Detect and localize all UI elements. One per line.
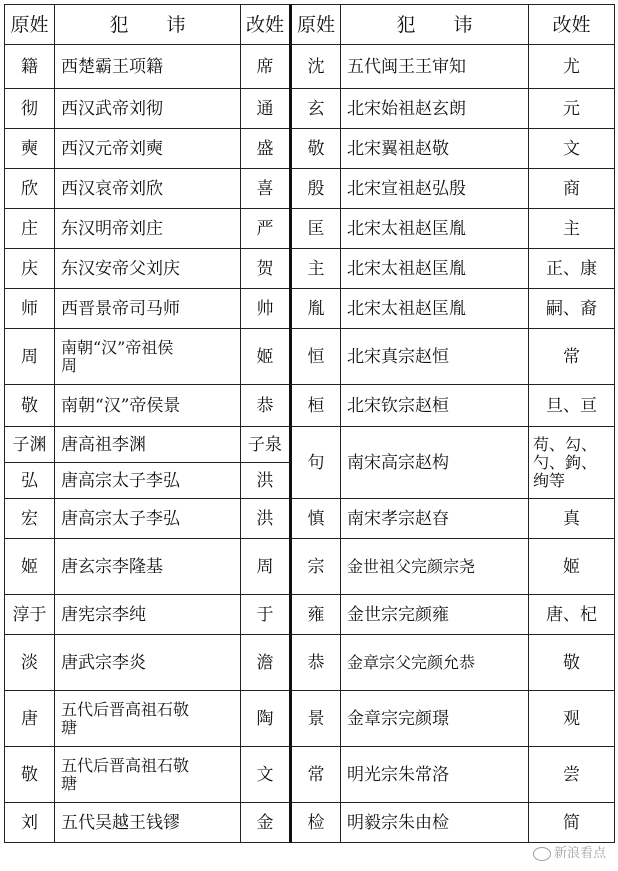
table-row xyxy=(5,289,615,329)
changed-surname-cell: 元 xyxy=(529,89,615,129)
taboo-name-cell: 北宋宣祖赵弘殷 xyxy=(341,169,529,209)
taboo-name-cell: 北宋钦宗赵桓 xyxy=(341,385,529,427)
table-row xyxy=(5,499,615,539)
changed-surname-cell: 洪 xyxy=(241,463,291,499)
original-surname-cell: 籍 xyxy=(5,45,55,89)
original-surname-cell: 唐 xyxy=(5,691,55,747)
changed-surname-cell: 观 xyxy=(529,691,615,747)
taboo-name-cell: 五代后晋高祖石敬瑭 xyxy=(55,747,241,803)
original-surname-cell: 沈 xyxy=(291,45,341,89)
taboo-name-cell: 西汉武帝刘彻 xyxy=(55,89,241,129)
taboo-name-cell: 金章宗完颜璟 xyxy=(341,691,529,747)
changed-surname-cell: 通 xyxy=(241,89,291,129)
changed-surname-cell: 子泉 xyxy=(241,427,291,463)
taboo-name-cell: 东汉安帝父刘庆 xyxy=(55,249,241,289)
original-surname-cell: 敬 xyxy=(5,385,55,427)
original-surname-cell: 常 xyxy=(291,747,341,803)
taboo-name-cell: 北宋翼祖赵敬 xyxy=(341,129,529,169)
taboo-name-cell: 唐武宗李炎 xyxy=(55,635,241,691)
original-surname-cell: 检 xyxy=(291,803,341,843)
original-surname-cell: 姬 xyxy=(5,539,55,595)
taboo-name-cell: 金世宗完颜雍 xyxy=(341,595,529,635)
original-surname-cell: 胤 xyxy=(291,289,341,329)
table-row xyxy=(5,691,615,747)
table-row xyxy=(5,539,615,595)
original-surname-cell: 敬 xyxy=(291,129,341,169)
taboo-name-cell: 五代后晋高祖石敬瑭 xyxy=(55,691,241,747)
table-row xyxy=(5,45,615,89)
original-surname-cell: 殷 xyxy=(291,169,341,209)
changed-surname-cell: 文 xyxy=(241,747,291,803)
watermark xyxy=(533,842,606,861)
changed-surname-cell: 真 xyxy=(529,499,615,539)
taboo-name-cell: 唐高宗太子李弘 xyxy=(55,463,241,499)
changed-surname-cell: 尝 xyxy=(529,747,615,803)
taboo-name-cell: 唐高祖李渊 xyxy=(55,427,241,463)
taboo-name-cell: 五代吴越王钱镠 xyxy=(55,803,241,843)
changed-surname-cell: 严 xyxy=(241,209,291,249)
changed-surname-cell: 恭 xyxy=(241,385,291,427)
table-row xyxy=(5,169,615,209)
changed-surname-cell: 常 xyxy=(529,329,615,385)
original-surname-cell: 彻 xyxy=(5,89,55,129)
table-row xyxy=(5,747,615,803)
original-surname-cell: 周 xyxy=(5,329,55,385)
original-surname-cell: 庆 xyxy=(5,249,55,289)
original-surname-cell: 恒 xyxy=(291,329,341,385)
taboo-name-cell: 唐高宗太子李弘 xyxy=(55,499,241,539)
changed-surname-cell: 洪 xyxy=(241,499,291,539)
table-row xyxy=(5,635,615,691)
taboo-name-cell: 南宋高宗赵构 xyxy=(341,427,529,499)
watermark-text: 新浪看点 xyxy=(553,846,606,861)
taboo-name-cell: 唐宪宗李纯 xyxy=(55,595,241,635)
taboo-name-cell: 北宋太祖赵匡胤 xyxy=(341,249,529,289)
changed-surname-cell: 唐、杞 xyxy=(529,595,615,635)
changed-surname-cell: 旦、亘 xyxy=(529,385,615,427)
changed-surname-cell: 喜 xyxy=(241,169,291,209)
header-taboo-right: 犯 讳 xyxy=(341,5,529,45)
original-surname-cell: 匡 xyxy=(291,209,341,249)
original-surname-cell: 刘 xyxy=(5,803,55,843)
original-surname-cell: 师 xyxy=(5,289,55,329)
original-surname-cell: 主 xyxy=(291,249,341,289)
changed-surname-cell: 嗣、裔 xyxy=(529,289,615,329)
taboo-name-cell: 北宋真宗赵恒 xyxy=(341,329,529,385)
taboo-name-cell: 金章宗父完颜允恭 xyxy=(341,635,529,691)
taboo-name-cell: 西汉元帝刘奭 xyxy=(55,129,241,169)
changed-surname-cell: 主 xyxy=(529,209,615,249)
changed-surname-cell: 金 xyxy=(241,803,291,843)
taboo-name-cell: 西晋景帝司马师 xyxy=(55,289,241,329)
header-row xyxy=(5,5,615,45)
taboo-name-cell: 南朝“汉”帝侯景 xyxy=(55,385,241,427)
table-row xyxy=(5,385,615,427)
original-surname-cell: 欣 xyxy=(5,169,55,209)
table-row xyxy=(5,89,615,129)
changed-surname-cell: 苟、勾、勺、鉤、绚等 xyxy=(529,427,615,499)
original-surname-cell: 子渊 xyxy=(5,427,55,463)
changed-surname-cell: 姬 xyxy=(529,539,615,595)
table-row xyxy=(5,803,615,843)
taboo-name-cell: 东汉明帝刘庄 xyxy=(55,209,241,249)
changed-surname-cell: 盛 xyxy=(241,129,291,169)
changed-surname-cell: 尤 xyxy=(529,45,615,89)
changed-surname-cell: 于 xyxy=(241,595,291,635)
table-row xyxy=(5,209,615,249)
table-row xyxy=(5,595,615,635)
changed-surname-cell: 简 xyxy=(529,803,615,843)
changed-surname-cell: 帅 xyxy=(241,289,291,329)
changed-surname-cell: 商 xyxy=(529,169,615,209)
taboo-name-cell: 南宋孝宗赵昚 xyxy=(341,499,529,539)
changed-surname-cell: 文 xyxy=(529,129,615,169)
taboo-name-cell: 明毅宗朱由检 xyxy=(341,803,529,843)
eye-logo-icon xyxy=(533,847,551,861)
taboo-surname-table xyxy=(4,4,615,843)
original-surname-cell: 敬 xyxy=(5,747,55,803)
table-row xyxy=(5,249,615,289)
original-surname-cell: 恭 xyxy=(291,635,341,691)
taboo-name-cell: 北宋始祖赵玄朗 xyxy=(341,89,529,129)
taboo-name-cell: 北宋太祖赵匡胤 xyxy=(341,209,529,249)
table-row xyxy=(5,427,615,463)
changed-surname-cell: 陶 xyxy=(241,691,291,747)
table-row xyxy=(5,129,615,169)
original-surname-cell: 奭 xyxy=(5,129,55,169)
header-changed-surname-right: 改姓 xyxy=(529,5,615,45)
taboo-name-cell: 五代闽王王审知 xyxy=(341,45,529,89)
original-surname-cell: 淡 xyxy=(5,635,55,691)
table-row xyxy=(5,329,615,385)
taboo-name-cell: 北宋太祖赵匡胤 xyxy=(341,289,529,329)
changed-surname-cell: 澹 xyxy=(241,635,291,691)
original-surname-cell: 句 xyxy=(291,427,341,499)
original-surname-cell: 雍 xyxy=(291,595,341,635)
original-surname-cell: 弘 xyxy=(5,463,55,499)
changed-surname-cell: 姬 xyxy=(241,329,291,385)
header-original-surname-right: 原姓 xyxy=(291,5,341,45)
taboo-name-cell: 唐玄宗李隆基 xyxy=(55,539,241,595)
header-taboo-left: 犯 讳 xyxy=(55,5,241,45)
header-original-surname-left: 原姓 xyxy=(5,5,55,45)
changed-surname-cell: 敬 xyxy=(529,635,615,691)
original-surname-cell: 玄 xyxy=(291,89,341,129)
changed-surname-cell: 正、康 xyxy=(529,249,615,289)
original-surname-cell: 庄 xyxy=(5,209,55,249)
taboo-name-cell: 金世祖父完颜宗尧 xyxy=(341,539,529,595)
original-surname-cell: 景 xyxy=(291,691,341,747)
original-surname-cell: 宗 xyxy=(291,539,341,595)
original-surname-cell: 桓 xyxy=(291,385,341,427)
changed-surname-cell: 席 xyxy=(241,45,291,89)
original-surname-cell: 慎 xyxy=(291,499,341,539)
taboo-name-cell: 西汉哀帝刘欣 xyxy=(55,169,241,209)
taboo-name-cell: 南朝“汉”帝祖侯周 xyxy=(55,329,241,385)
changed-surname-cell: 贺 xyxy=(241,249,291,289)
taboo-surname-table-document xyxy=(4,4,615,843)
original-surname-cell: 淳于 xyxy=(5,595,55,635)
taboo-name-cell: 明光宗朱常洛 xyxy=(341,747,529,803)
header-changed-surname-left: 改姓 xyxy=(241,5,291,45)
original-surname-cell: 宏 xyxy=(5,499,55,539)
taboo-name-cell: 西楚霸王项籍 xyxy=(55,45,241,89)
changed-surname-cell: 周 xyxy=(241,539,291,595)
